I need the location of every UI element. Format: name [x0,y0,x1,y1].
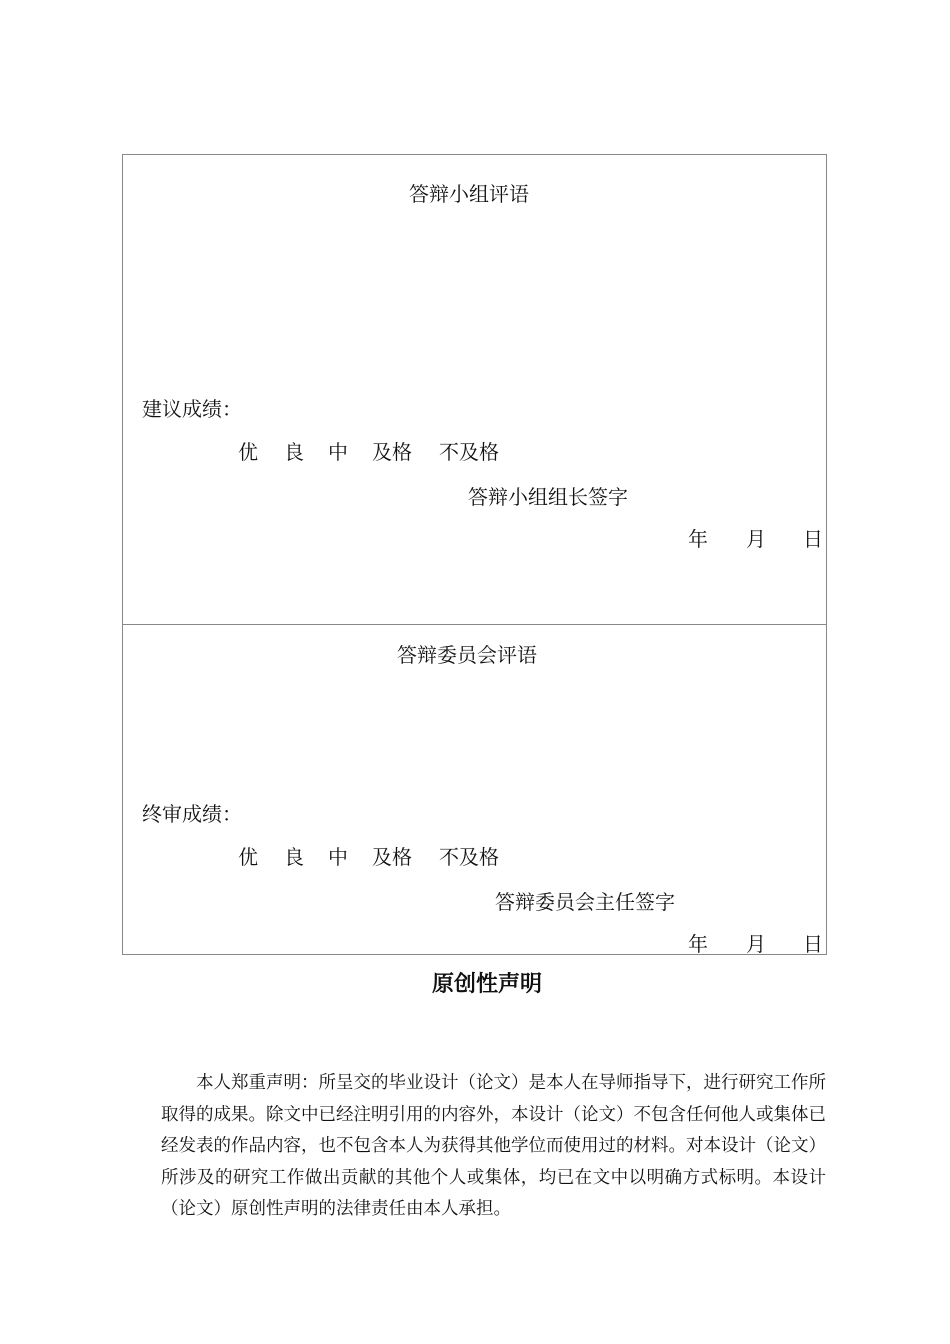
group-date-year: 年 [688,527,708,551]
grade-option-pass: 及格 [372,440,412,464]
declaration-title: 原创性声明 [432,972,543,997]
grade-option-excellent: 优 [238,845,258,869]
committee-date-year: 年 [688,932,708,956]
committee-date-day: 日 [803,932,823,956]
committee-section [122,624,827,955]
declaration-body: 本人郑重声明：所呈交的毕业设计（论文）是本人在导师指导下，进行研究工作所取得的成果。除文中已经注明引用的内容外，本设计（论文）不包含任何他人或集体已经发表的作品内容，也不包含本人为获得其他学位而使用过的材料。对本设计（论文）所涉及的研究工作做出贡献的其他个人或集体，均已在文中以明确方式标明。本设计（论文）原创性声明的法律责任由本人承担。 [161,1073,826,1219]
defense-group-heading: 答辩小组评语 [409,182,529,206]
committee-chair-signature-label: 答辩委员会主任签字 [495,890,675,914]
group-date-month: 月 [746,527,766,551]
committee-heading: 答辩委员会评语 [397,643,537,667]
grade-option-medium: 中 [328,440,348,464]
grade-option-excellent: 优 [238,440,258,464]
suggested-grade-label: 建议成绩： [142,397,242,421]
grade-option-fail: 不及格 [439,440,499,464]
grade-option-medium: 中 [328,845,348,869]
grade-option-fail: 不及格 [439,845,499,869]
defense-group-section [122,154,827,625]
group-leader-signature-label: 答辩小组组长签字 [468,485,628,509]
grade-option-good: 良 [284,440,304,464]
final-grade-label: 终审成绩： [142,802,242,826]
grade-option-good: 良 [284,845,304,869]
committee-date-month: 月 [746,932,766,956]
grade-option-pass: 及格 [372,845,412,869]
group-date-day: 日 [803,527,823,551]
